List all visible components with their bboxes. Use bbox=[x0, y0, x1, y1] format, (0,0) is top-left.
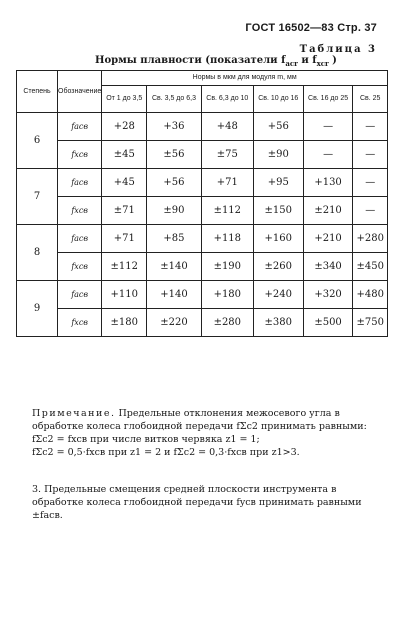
paragraph-item-3: 3. Предельные смещения средней плоскости инструмента в обработке колеса глобоидной передачи fycв принимать равными ±facв. bbox=[32, 484, 362, 521]
value-cell: ±340 bbox=[303, 253, 353, 281]
value-cell: ±112 bbox=[201, 197, 253, 225]
table-note bbox=[32, 407, 388, 459]
symbol-cell: facв bbox=[58, 225, 102, 253]
note-formula-2: fΣc2 = 0,5·fxcв при z1 = 2 и fΣc2 = 0,3·fxcв при z1>3. bbox=[32, 447, 300, 458]
value-cell: ±90 bbox=[147, 197, 202, 225]
value-cell: +56 bbox=[147, 169, 202, 197]
value-cell: ±450 bbox=[353, 253, 388, 281]
symbol-cell: facв bbox=[58, 281, 102, 309]
value-cell: +130 bbox=[303, 169, 353, 197]
value-cell: — bbox=[303, 141, 353, 169]
note-text: Предельные отклонения межосевого угла в обработке колеса глобоидной передачи fΣc2 принимать равными: bbox=[32, 408, 367, 432]
value-cell: +85 bbox=[147, 225, 202, 253]
range-header: Св. 6,3 до 10 bbox=[201, 86, 253, 113]
value-cell: +36 bbox=[147, 113, 202, 141]
column-header-norms: Нормы в мкм для модуля m, мм bbox=[102, 71, 388, 86]
value-cell: +118 bbox=[201, 225, 253, 253]
value-cell: ±220 bbox=[147, 309, 202, 337]
value-cell: +110 bbox=[102, 281, 147, 309]
value-cell: ±45 bbox=[102, 141, 147, 169]
table-row bbox=[17, 169, 388, 197]
value-cell: +48 bbox=[201, 113, 253, 141]
range-header: Св. 25 bbox=[353, 86, 388, 113]
symbol-cell: fxcв bbox=[58, 309, 102, 337]
page-header: ГОСТ 16502—83 Стр. 37 bbox=[245, 22, 377, 34]
value-cell: — bbox=[353, 169, 388, 197]
table-label: Таблица 3 bbox=[299, 44, 377, 55]
value-cell: ±150 bbox=[253, 197, 303, 225]
value-cell: ±750 bbox=[353, 309, 388, 337]
value-cell: +320 bbox=[303, 281, 353, 309]
range-header: Св. 3,5 до 6,3 bbox=[147, 86, 202, 113]
value-cell: ±180 bbox=[102, 309, 147, 337]
note-paragraph bbox=[32, 407, 388, 433]
value-cell: — bbox=[353, 141, 388, 169]
value-cell: +480 bbox=[353, 281, 388, 309]
note-label: Примечание. bbox=[32, 408, 116, 419]
value-cell: +71 bbox=[201, 169, 253, 197]
value-cell: ±71 bbox=[102, 197, 147, 225]
symbol-cell: facв bbox=[58, 113, 102, 141]
value-cell: ±210 bbox=[303, 197, 353, 225]
table-caption: Нормы плавности (показатели $f_{acr}$ и $f_{xcr}$ ) bbox=[95, 55, 337, 68]
value-cell: +28 bbox=[102, 113, 147, 141]
value-cell: +240 bbox=[253, 281, 303, 309]
table-row bbox=[17, 113, 388, 141]
grade-cell: 9 bbox=[17, 281, 58, 337]
value-cell: +180 bbox=[201, 281, 253, 309]
value-cell: +45 bbox=[102, 169, 147, 197]
grade-cell: 8 bbox=[17, 225, 58, 281]
range-header: От 1 до 3,5 bbox=[102, 86, 147, 113]
table-row bbox=[17, 225, 388, 253]
value-cell: +71 bbox=[102, 225, 147, 253]
value-cell: +56 bbox=[253, 113, 303, 141]
value-cell: ±260 bbox=[253, 253, 303, 281]
norms-table bbox=[16, 70, 388, 337]
column-header-grade: Степень bbox=[17, 71, 58, 113]
note-formula-1: fΣc2 = fxcв при числе витков червяка z1 = 1; bbox=[32, 434, 260, 445]
value-cell: +95 bbox=[253, 169, 303, 197]
grade-cell: 6 bbox=[17, 113, 58, 169]
value-cell: ±190 bbox=[201, 253, 253, 281]
column-header-symbol: Обозначение bbox=[58, 71, 102, 113]
table-row bbox=[17, 281, 388, 309]
value-cell: +160 bbox=[253, 225, 303, 253]
value-cell: +210 bbox=[303, 225, 353, 253]
value-cell: ±280 bbox=[201, 309, 253, 337]
table-row bbox=[17, 309, 388, 337]
value-cell: ±500 bbox=[303, 309, 353, 337]
table-row bbox=[17, 197, 388, 225]
value-cell: ±112 bbox=[102, 253, 147, 281]
value-cell: ±56 bbox=[147, 141, 202, 169]
value-cell: ±140 bbox=[147, 253, 202, 281]
value-cell: — bbox=[303, 113, 353, 141]
value-cell: — bbox=[353, 113, 388, 141]
value-cell: ±90 bbox=[253, 141, 303, 169]
value-cell: +140 bbox=[147, 281, 202, 309]
table-row bbox=[17, 141, 388, 169]
grade-cell: 7 bbox=[17, 169, 58, 225]
value-cell: ±75 bbox=[201, 141, 253, 169]
symbol-cell: fxcв bbox=[58, 141, 102, 169]
symbol-cell: fxcв bbox=[58, 253, 102, 281]
range-header: Св. 10 до 16 bbox=[253, 86, 303, 113]
symbol-cell: facв bbox=[58, 169, 102, 197]
value-cell: +280 bbox=[353, 225, 388, 253]
range-header: Св. 16 до 25 bbox=[303, 86, 353, 113]
value-cell: — bbox=[353, 197, 388, 225]
symbol-cell: fxcв bbox=[58, 197, 102, 225]
value-cell: ±380 bbox=[253, 309, 303, 337]
table-row bbox=[17, 253, 388, 281]
